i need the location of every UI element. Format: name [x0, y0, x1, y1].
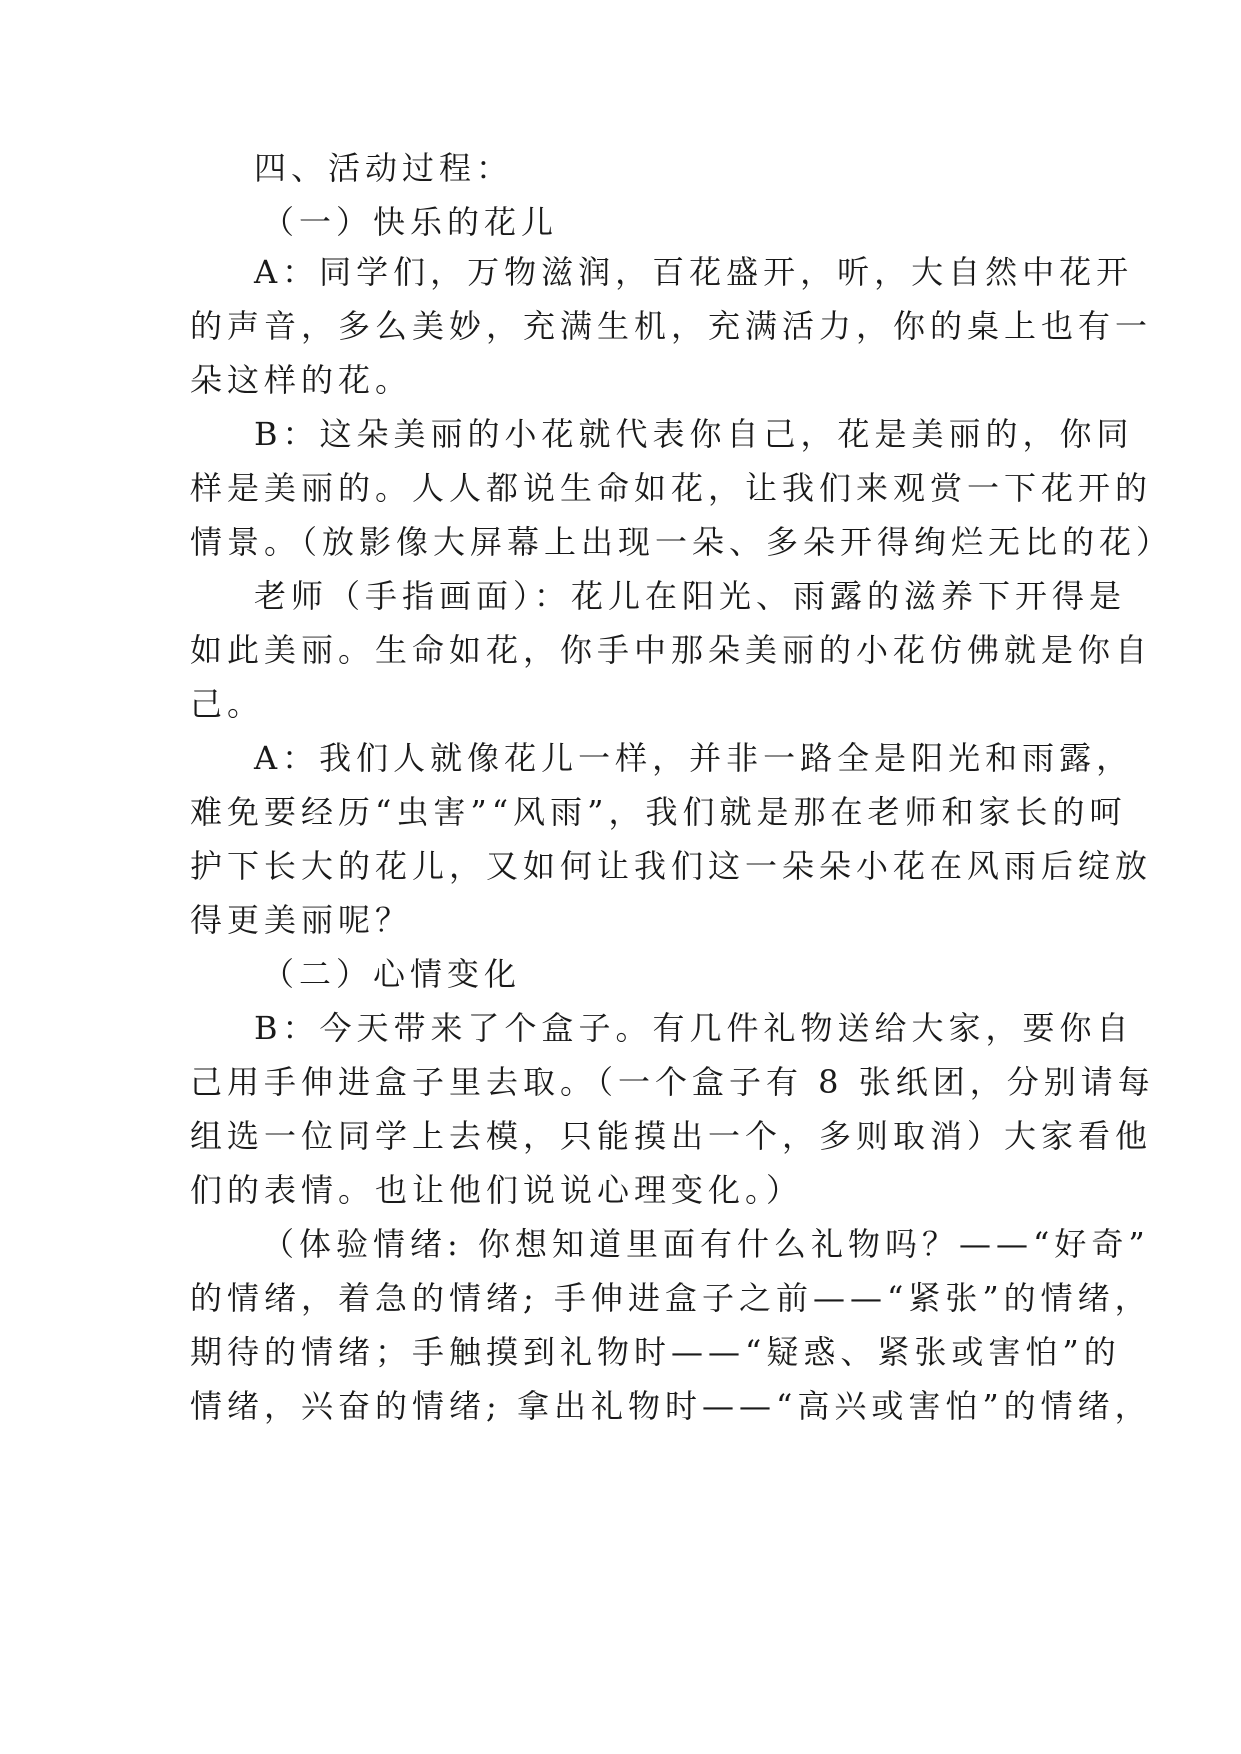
paragraph-b2-line-3: 组选一位同学上去模，只能摸出一个，多则取消）大家看他	[190, 1117, 1153, 1155]
paragraph-a2-line-1: A：我们人就像花儿一样，并非一路全是阳光和雨露，	[254, 739, 1134, 777]
paragraph-a2-line-2: 难免要经历“虫害”“风雨”，我们就是那在老师和家长的呵	[190, 793, 1127, 831]
paragraph-a2-line-3: 护下长大的花儿，又如何让我们这一朵朵小花在风雨后绽放	[190, 847, 1153, 885]
paragraph-a2-line-4: 得更美丽呢？	[190, 901, 413, 939]
paragraph-b1-line-1: B：这朵美丽的小花就代表你自己，花是美丽的，你同	[254, 415, 1134, 453]
paragraph-experience-line-4: 情绪，兴奋的情绪; 拿出礼物时——“高兴或害怕”的情绪，	[190, 1387, 1152, 1425]
paragraph-a1-line-1: A：同学们，万物滋润，百花盛开，听，大自然中花开	[254, 253, 1134, 291]
paragraph-b2-line-4: 们的表情。也让他们说说心理变化。）	[190, 1171, 804, 1209]
paragraph-teacher-line-3: 己。	[190, 685, 265, 723]
paragraph-b2-line-2: 己用手伸进盒子里去取。（一个盒子有 8 张纸团，分别请每	[190, 1063, 1155, 1101]
paragraph-a1-line-2: 的声音，多么美妙，充满生机，充满活力，你的桌上也有一	[190, 307, 1153, 345]
paragraph-experience-line-2: 的情绪，着急的情绪; 手伸进盒子之前——“紧张”的情绪，	[190, 1279, 1152, 1317]
section-heading: 四、活动过程：	[254, 149, 514, 187]
paragraph-a1-line-3: 朵这样的花。	[190, 361, 413, 399]
paragraph-b1-line-3: 情景。（放影像大屏幕上出现一朵、多朵开得绚烂无比的花）	[190, 523, 1174, 561]
paragraph-b2-line-1: B：今天带来了个盒子。有几件礼物送给大家，要你自	[254, 1009, 1134, 1047]
paragraph-experience-line-1: （体验情绪: 你想知道里面有什么礼物吗？——“好奇”	[262, 1225, 1150, 1263]
paragraph-teacher-line-1: 老师（手指画面）：花儿在阳光、雨露的滋养下开得是	[254, 577, 1127, 615]
subsection-heading-2: （二）心情变化	[262, 955, 522, 993]
paragraph-teacher-line-2: 如此美丽。生命如花，你手中那朵美丽的小花仿佛就是你自	[190, 631, 1153, 669]
subsection-heading-1: （一）快乐的花儿	[262, 203, 559, 241]
paragraph-b1-line-2: 样是美丽的。人人都说生命如花，让我们来观赏一下花开的	[190, 469, 1153, 507]
paragraph-experience-line-3: 期待的情绪；手触摸到礼物时——“疑惑、紧张或害怕”的	[190, 1333, 1121, 1371]
